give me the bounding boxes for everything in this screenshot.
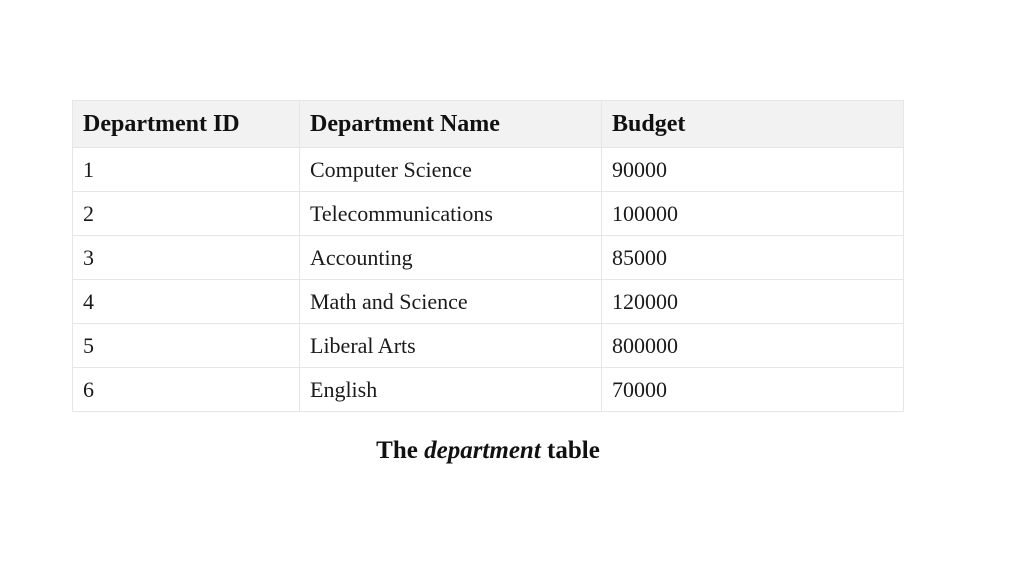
cell-budget: 100000 — [602, 192, 904, 236]
header-budget: Budget — [602, 101, 904, 148]
table-row — [73, 148, 904, 192]
caption-prefix: The — [376, 437, 418, 464]
cell-department-name: Computer Science — [300, 148, 602, 192]
cell-department-id: 2 — [73, 192, 300, 236]
cell-department-id: 3 — [73, 236, 300, 280]
cell-department-name: Math and Science — [300, 280, 602, 324]
cell-department-id: 4 — [73, 280, 300, 324]
cell-department-id: 6 — [73, 368, 300, 412]
cell-department-name: English — [300, 368, 602, 412]
header-department-name: Department Name — [300, 101, 602, 148]
cell-budget: 70000 — [602, 368, 904, 412]
cell-budget: 800000 — [602, 324, 904, 368]
header-department-id: Department ID — [73, 101, 300, 148]
table-row — [73, 324, 904, 368]
table-header-row — [73, 101, 904, 148]
table-row — [73, 280, 904, 324]
cell-department-name: Liberal Arts — [300, 324, 602, 368]
cell-department-name: Accounting — [300, 236, 602, 280]
table-caption — [0, 437, 976, 465]
cell-budget: 90000 — [602, 148, 904, 192]
department-table — [72, 100, 904, 412]
caption-emphasis: department — [424, 437, 541, 464]
cell-department-id: 5 — [73, 324, 300, 368]
table-row — [73, 236, 904, 280]
table-row — [73, 368, 904, 412]
cell-budget: 120000 — [602, 280, 904, 324]
cell-department-id: 1 — [73, 148, 300, 192]
table-row — [73, 192, 904, 236]
cell-budget: 85000 — [602, 236, 904, 280]
caption-suffix: table — [547, 437, 600, 464]
cell-department-name: Telecommunications — [300, 192, 602, 236]
